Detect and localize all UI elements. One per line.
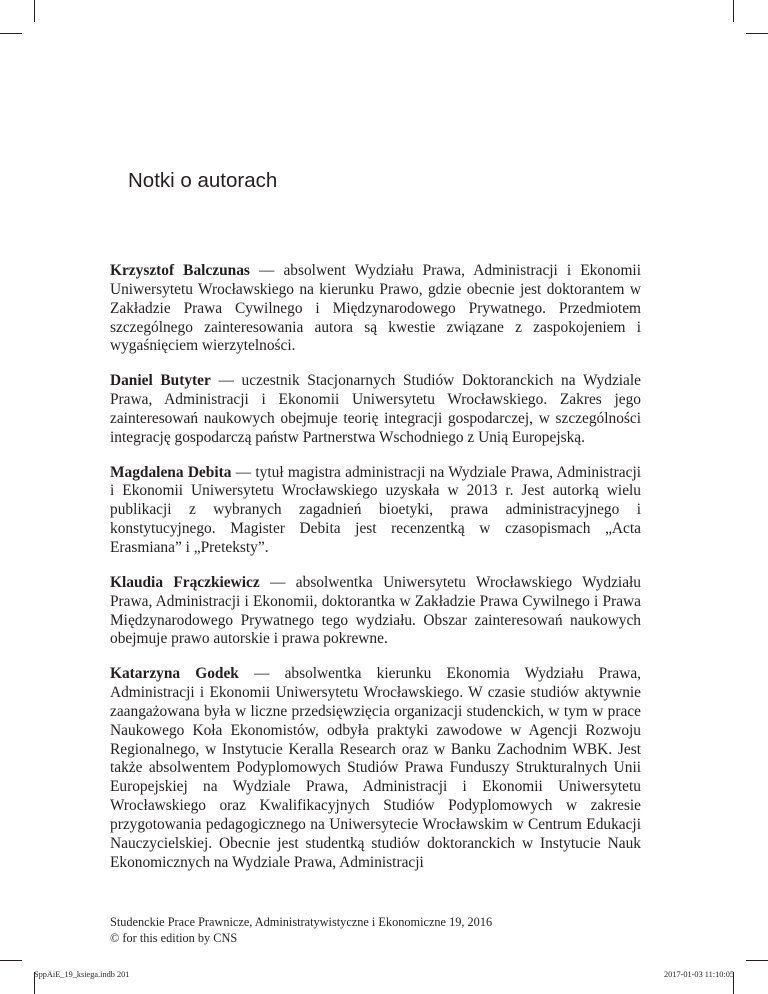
journal-citation: Studenckie Prace Prawnicze, Administratywistyczne i Ekonomiczne 19, 2016 <box>110 915 493 929</box>
print-slug-date: 2017-01-03 11:10:05 <box>664 970 734 979</box>
author-note <box>110 464 641 558</box>
author-name: Krzysztof Balczunas <box>110 262 250 279</box>
author-notes <box>110 262 641 888</box>
crop-mark-top-right-h <box>746 33 768 34</box>
author-description: — tytuł magistra administracji na Wydziale Prawa, Administracji i Ekonomii Uniwersytetu Wrocławskiego uzyskała w 2013 r. Jest autorką wielu publikacji z wybranych zagadnień bioetyki, prawa administracyjnego i konstytucyjnego. Magister Debita jest recenzentką w czasopismach „Acta Erasmiana” i „Preteksty”. <box>110 463 641 556</box>
author-description: — absolwent Wydziału Prawa, Administracji i Ekonomii Uniwersytetu Wrocławskiego na kierunku Prawo, gdzie obecnie jest doktorantem w Zakładzie Prawa Cywilnego i Międzynarodowego Prywatnego. Przedmiotem szczególnego zainteresowania autora są kwestie związane z zaspokojeniem i wygaśnięciem wierzytelności. <box>110 262 641 355</box>
copyright-notice: © for this edition by CNS <box>110 931 238 945</box>
crop-mark-top-left-h <box>0 33 22 34</box>
crop-mark-bottom-right-h <box>746 960 768 961</box>
author-description: — absolwentka Uniwersytetu Wrocławskiego Wydziału Prawa, Administracji i Ekonomii, doktorantka w Zakładzie Prawa Cywilnego i Prawa Międzynarodowego Prywatnego tego wydziału. Obszar zainteresowań naukowych obejmuje prawo autorskie i prawa pokrewne. <box>110 573 641 648</box>
author-name: Katarzyna Godek <box>110 665 239 683</box>
author-description: — uczestnik Stacjonarnych Studiów Doktoranckich na Wydziale Prawa, Administracji i Ekonomii Uniwersytetu Wrocławskiego. Zakres jego zainteresowań naukowych obejmuje teorię integracji gospodarczej, w szczególności integrację gospodarczą państw Partnerstwa Wschodniego z Unią Europejską. <box>110 372 641 446</box>
crop-mark-bottom-left-h <box>0 960 22 961</box>
author-note <box>110 372 641 447</box>
author-note <box>110 262 641 356</box>
print-slug-file: SppAiE_19_ksiega.indb 201 <box>34 970 130 979</box>
author-name: Magdalena Debita <box>110 463 232 481</box>
crop-mark-top-right <box>733 0 734 22</box>
page-title: Notki o autorach <box>128 169 278 192</box>
page-footer <box>110 914 492 946</box>
author-name: Klaudia Frączkiewicz <box>110 573 260 591</box>
author-note <box>110 574 641 649</box>
author-description: — absolwentka kierunku Ekonomia Wydziału Prawa, Administracji i Ekonomii Uniwersytetu Wrocławskiego. W czasie studiów aktywnie zaangażowana była w liczne przedsięwzięcia organizacji studenckich, w tym w prace Naukowego Koła Ekonomistów, odbyła praktyki zawodowe w Agencji Rozwoju Regionalnego, w Instytucie Keralla Research oraz w Banku Zachodnim WBK. Jest także absolwentem Podyplomowych Studiów Prawa Funduszy Strukturalnych Unii Europejskiej na Wydziale Prawa, Administracji i Ekonomii Uniwersytetu Wrocławskiego oraz Kwalifikacyjnych Studiów Podyplomowych w zakresie przygotowania pedagogicznego na Uniwersytecie Wrocławskim w Centrum Edukacji Nauczycielskiej. Obecnie jest studentką studiów doktoranckich w Instytucie Nauk Ekonomicznych na Wydziale Prawa, Administracji <box>110 665 641 871</box>
crop-mark-top-left <box>34 0 35 22</box>
author-name: Daniel Butyter <box>110 372 211 390</box>
author-note <box>110 665 641 872</box>
